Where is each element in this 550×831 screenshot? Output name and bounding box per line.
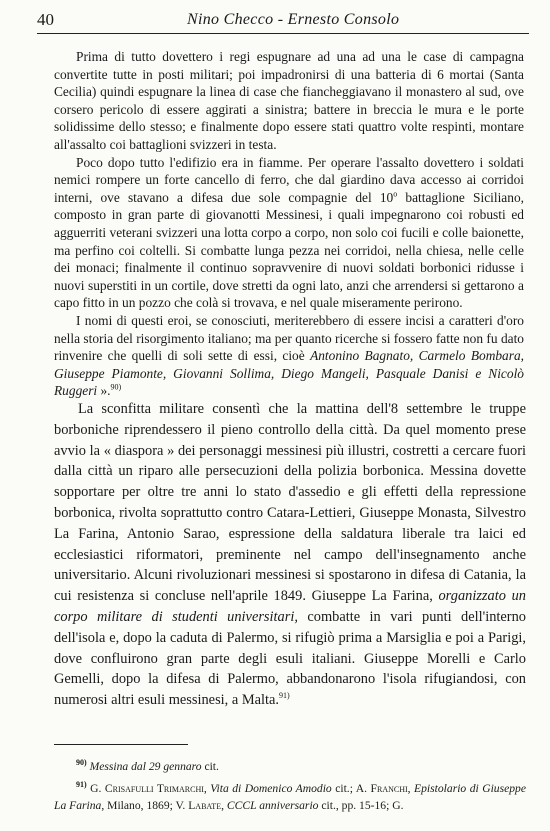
footnote-ref-90: 90): [110, 382, 122, 392]
footnote-91-part-d: ,: [407, 782, 415, 795]
running-head: Nino Checco - Ernesto Consolo: [187, 11, 400, 28]
footnote-91-title-3: CCCL anniversario: [226, 799, 319, 812]
footnote-91-part-f: ,: [221, 799, 227, 812]
footnote-91-title-2: Epistolario di Giuseppe La Farina: [54, 782, 526, 812]
footnote-90-title: Messina dal 29 gennaro: [89, 760, 202, 773]
quote-p3-text-a: I nomi di questi eroi, se conosciuti, meriterebbero di essere incisi a caratteri d'oro nella storia del risorgimento italiano; ma per quanto ricerche si fossero fatte non fu dato rinvenire che quelli di soli sette di essi, cioè: [54, 312, 524, 364]
page-header: [37, 8, 527, 32]
quote-paragraph-2: [54, 154, 524, 312]
footnote-90-cit: cit.: [201, 760, 219, 773]
footnote-91-author-1: Crisafulli Trimarchi: [104, 782, 204, 795]
footnote-ref-91: 91): [279, 691, 290, 701]
footnote-91-author-2: Franchi: [370, 782, 408, 795]
footnote-90: [54, 758, 526, 775]
footnote-91-part-g: cit., pp. 15-16; G.: [318, 799, 404, 812]
quote-p3-text-b: ».: [97, 383, 111, 399]
footnote-91: [54, 780, 526, 814]
degree-superscript: o: [393, 189, 398, 199]
block-quote: [54, 48, 524, 400]
quote-paragraph-1: Prima di tutto dovettero i regi espugnare ad una ad una le case di campagna convertite tutte in posti militari; poi impadronirsi di una batteria di 6 mortai (Santa Cecilia) quindi espugnare la linea di case che fiancheggiavano il monastero al sud, ove corsero pericolo di essere aggirati a sinistra; battere in breccia le mura e le porte solidissime dello stesso; e finalmente dopo essere stati quattro volte respinti, montare all'assalto coi battaglioni svizzeri in testa.: [54, 49, 524, 152]
page-number: 40: [37, 10, 54, 29]
footnote-91-part-e: , Milano, 1869; V.: [101, 799, 189, 812]
quote-paragraph-3: [54, 312, 524, 400]
body-paragraph: [54, 399, 526, 711]
footnotes: [54, 758, 526, 819]
footnote-91-part-a: G.: [86, 782, 105, 795]
quote-p2-text-a: Poco dopo tutto l'edifizio era in fiamme. Per operare l'assalto dovettero i soldati nemici rompere un forte cancello di ferro, che dal giardino dava accesso ai corridoi interni, ove stavano a difesa due sole compagnie del 10: [54, 154, 524, 205]
quote-p2-text-b: battaglione Siciliano, composto in gran parte di giovanotti Messinesi, i quali impegnarono coi robusti ed agguerriti veterani svizzeri una lotta corpo a corpo, non solo coi fucili e colle baionette, ma perfino coi coltelli. Si combatte lunga pezza nei corridoi, nella chiesa, nelle celle dei monaci; finalmente il continuo sopravvenire di nuovi soldati borbonici ridusse i nuovi superstiti in un cortile, dove stretti da ogni lato, anzi che arrendersi si gettarono a capo fitto in un pozzo che colà si trovava, e nel quale miseramente perirono.: [54, 189, 524, 311]
body-text-a: La sconfitta militare consentì che la mattina dell'8 settembre le truppe borboniche riprendessero il pieno controllo della città. Da quel momento prese avvio la « diaspora » dei personaggi messinesi più illustri, costretti a cercare fuori dalla città un riparo alle persecuzioni della polizia borbonica. Messina dovette sopportare per oltre tre anni lo stato d'assedio e gli effetti della repressione borbonica, rivolta soprattutto contro Catara-Lettieri, Giuseppe Monasta, Silvestro La Farina, Antonio Sarao, espressione della saldatura liberale tra laici ed ecclesiastici riformatori, preminente nel campo dell'insegnamento anche universitario. Alcuni rivoluzionari messinesi si spostarono in difesa di Catania, la cui resistenza si concluse nell'aprile 1849. Giuseppe La Farina,: [54, 401, 526, 605]
footnote-rule: [54, 744, 188, 745]
footnote-90-number: 90): [76, 758, 87, 768]
hero-names: Antonino Bagnato, Carmelo Bombara, Giuseppe Piamonte, Giovanni Sollima, Diego Mangeli, Pasquale Danisi e Nicolò Ruggeri: [54, 348, 525, 399]
main-paragraph: [54, 399, 526, 711]
body-italic-phrase: organizzato un corpo militare di studenti universitari,: [54, 588, 526, 625]
footnote-91-author-3: Labate: [188, 799, 222, 812]
footnote-91-title-1: Vita di Domenico Amodio: [210, 782, 332, 795]
header-rule: [37, 33, 529, 34]
footnote-91-number: 91): [76, 780, 87, 790]
footnote-91-part-b: ,: [203, 782, 211, 795]
footnote-91-part-c: cit.; A.: [331, 782, 371, 795]
body-text-b: combatte in vari punti dell'interno dell'isola e, dopo la caduta di Palermo, si rifugiò prima a Marsiglia e poi a Parigi, dove confluirono gran parte degli esuli italiani. Giuseppe Morelli e Carlo Gemelli, dopo la difesa di Palermo, abbandonarono l'isola rifugiandosi, con numerosi altri esuli messinesi, a Malta.: [54, 608, 526, 709]
